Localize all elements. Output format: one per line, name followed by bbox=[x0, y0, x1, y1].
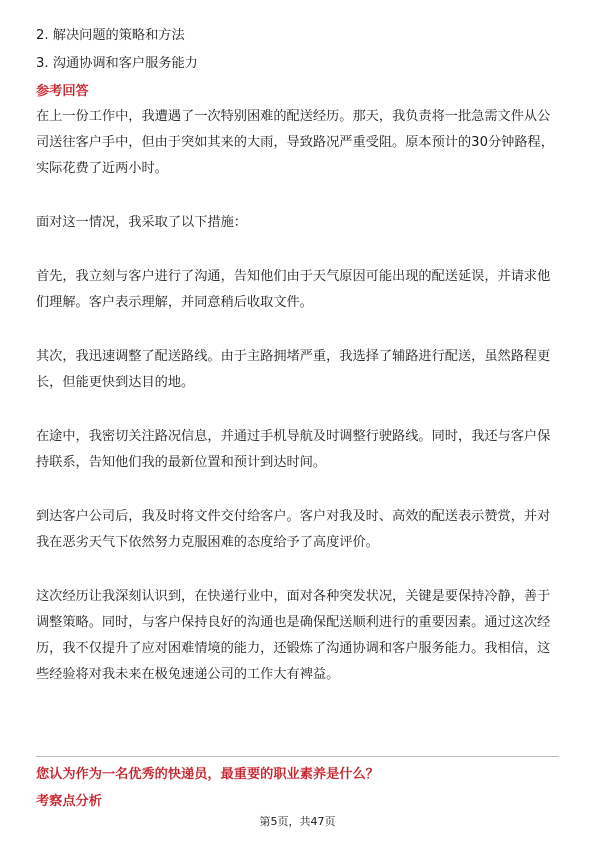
answer-paragraph-4: 其次，我迅速调整了配送路线。由于主路拥堵严重，我选择了辅路进行配送，虽然路程更长，但能更快到达目的地。 bbox=[36, 349, 551, 390]
reference-answer-heading: 参考回答 bbox=[36, 84, 89, 99]
next-question: 您认为作为一名优秀的快递员，最重要的职业素养是什么？ bbox=[36, 767, 379, 782]
analysis-heading: 考察点分析 bbox=[36, 794, 102, 809]
list-item: 3. 沟通协调和客户服务能力 bbox=[36, 56, 198, 71]
answer-paragraph-6: 到达客户公司后，我及时将文件交付给客户。客户对我及时、高效的配送表示赞赏，并对我在恶劣天气下依然努力克服困难的态度给予了高度评价。 bbox=[36, 509, 551, 550]
answer-paragraph-1: 在上一份工作中，我遭遇了一次特别困难的配送经历。那天，我负责将一批急需文件从公司送往客户手中，但由于突如其来的大雨，导致路况严重受阻。原本预计的30分钟路程，实际花费了近两小时。 bbox=[36, 109, 554, 176]
section-divider bbox=[36, 756, 559, 757]
answer-paragraph-5: 在途中，我密切关注路况信息，并通过手机导航及时调整行驶路线。同时，我还与客户保持联系，告知他们我的最新位置和预计到达时间。 bbox=[36, 429, 551, 470]
answer-paragraph-7: 这次经历让我深刻认识到，在快递行业中，面对各种突发状况，关键是要保持冷静，善于调整策略。同时，与客户保持良好的沟通也是确保配送顺利进行的重要因素。通过这次经历，我不仅提升了应对困难情境的能力，还锻炼了沟通协调和客户服务能力。我相信，这些经验将对我未来在极兔速递公司的工作大有裨益。 bbox=[36, 589, 551, 682]
answer-paragraph-2: 面对这一情况，我采取了以下措施： bbox=[36, 215, 247, 230]
list-item: 2. 解决问题的策略和方法 bbox=[36, 28, 185, 43]
page-footer: 第5页，共47页 bbox=[259, 815, 336, 828]
content-area bbox=[36, 22, 558, 688]
answer-paragraph-3: 首先，我立刻与客户进行了沟通，告知他们由于天气原因可能出现的配送延误，并请求他们理解。客户表示理解，并同意稍后收取文件。 bbox=[36, 269, 551, 310]
